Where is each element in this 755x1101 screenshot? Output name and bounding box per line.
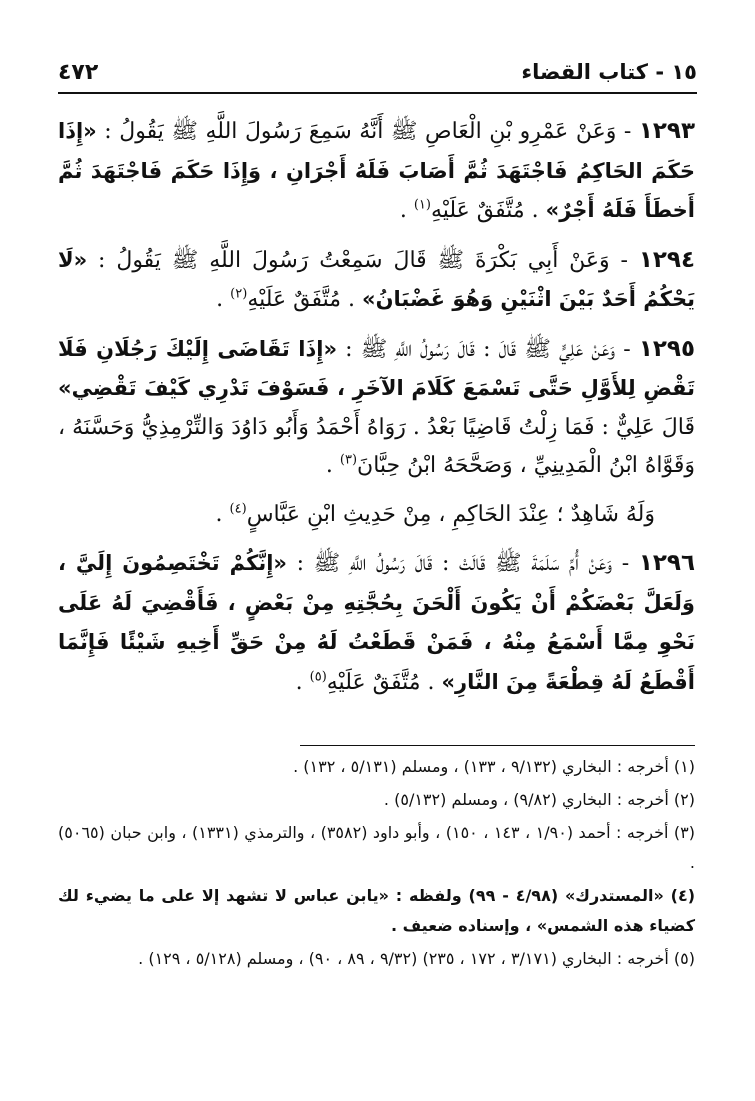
hadith-text: «إِذَا تَقَاضَى إِلَيْكَ رَجُلَانِ فَلَا تَقْضِ لِلأَوَّلِ حَتَّى تَسْمَعَ كَلَامَ الآخَرِ ، فَسَوْفَ تَدْرِي كَيْفَ تَقْضِي» [58, 336, 695, 400]
hadith-source: . مُتَّفَقٌ عَلَيْهِ [326, 669, 442, 695]
footnote-2: (٢) أخرجه : البخاري (٩/٨٢) ، ومسلم (٥/١٣٢) . [383, 790, 695, 809]
hadith-intro: - وَعَنْ عَلِيٍّ ﷺ قَالَ : قَالَ رَسُولُ اللَّهِ ﷺ : [337, 336, 639, 362]
footnote-ref: (٤) [229, 501, 247, 517]
footnote-ref: (٢) [230, 286, 248, 302]
hadith-intro: - وَعَنْ أَبِي بَكْرَةَ ﷺ قَالَ سَمِعْتُ رَسُولَ اللَّهِ ﷺ يَقُولُ : [87, 247, 639, 273]
hadith-intro: - وَعَنْ أُمِّ سَلَمَةَ ﷺ قَالَتْ : قَالَ رَسُولُ اللَّهِ ﷺ : [286, 551, 639, 576]
hadith-end: . [216, 287, 231, 312]
page-header [58, 58, 697, 94]
hadith-source: . مُتَّفَقٌ عَلَيْهِ [247, 287, 363, 312]
hadith-end: . [399, 198, 414, 223]
footnote-ref: (٥) [309, 669, 327, 685]
footnote-3: (٣) أخرجه : أحمد (١/٩٠ ، ١٤٣ ، ١٥٠) ، وأبو داود (٣٥٨٢) ، والترمذي (١٣٣١) ، وابن حبان (٥٠٦٥) . [58, 823, 696, 872]
chapter-title: ١٥ - كتاب القضاء [521, 60, 697, 84]
hadith-1295 [58, 330, 695, 486]
hadith-intro: - وَعَنْ عَمْرِو بْنِ الْعَاصِ ﷺ أَنَّهُ سَمِعَ رَسُولَ اللَّهِ ﷺ يَقُولُ : [96, 119, 639, 144]
witness-text: وَلَهُ شَاهِدٌ ؛ عِنْدَ الحَاكِمِ ، مِنْ حَدِيثِ ابْنِ عَبَّاسٍ [246, 501, 655, 527]
footnote-divider [300, 745, 695, 746]
hadith-1294 [58, 241, 695, 320]
footnotes [58, 752, 695, 977]
hadith-number: ١٢٩٣ [638, 118, 695, 144]
hadith-text: «إِنَّكُمْ تَخْتَصِمُونَ إِلَيَّ ، وَلَعَلَّ بَعْضَكُمْ أَنْ يَكُونَ أَلْحَنَ بِحُجَّتِهِ مِنْ بَعْضٍ ، فَأَقْضِيَ لَهُ عَلَى نَحْوِ مِمَّا أَسْمَعُ مِنْهُ ، فَمَنْ قَطَعْتُ لَهُ مِنْ حَقِّ أَخِيهِ شَيْئًا فَإِنَّمَا أَقْطَعُ لَهُ قِطْعَةً مِنَ النَّارِ» [58, 551, 695, 694]
footnote-5: (٥) أخرجه : البخاري (٣/١٧١ ، ١٧٢ ، ٢٣٥) (٩/٣٢ ، ٨٩ ، ٩٠) ، ومسلم (٥/١٢٨ ، ١٢٩) . [138, 949, 695, 968]
witness-end: . [215, 501, 230, 527]
hadith-end: . [325, 453, 340, 478]
footnote-ref: (٣) [339, 452, 358, 468]
hadith-end: . [295, 669, 310, 695]
footnote-4: (٤) «المستدرك» (٤/٩٨ - ٩٩) ولفظه : «يابن عباس لا تشهد إلا على ما يضيء لك كضياء هذه الشمس» ، وإسناده ضعيف . [58, 886, 696, 935]
hadith-text: «إِذَا حَكَمَ الحَاكِمُ فَاجْتَهَدَ ثُمَّ أَصَابَ فَلَهُ أَجْرَانِ ، وَإِذَا حَكَمَ فَاجْتَهَدَ ثُمَّ أَخطَأَ فَلَهُ أَجْرٌ» [58, 119, 695, 222]
footnote-ref: (١) [413, 197, 431, 213]
hadith-number: ١٢٩٥ [638, 335, 695, 362]
hadith-1293 [58, 112, 695, 231]
hadith-number: ١٢٩٦ [638, 550, 695, 576]
hadith-number: ١٢٩٤ [638, 246, 695, 273]
hadith-source: . مُتَّفَقٌ عَلَيْهِ [430, 198, 546, 223]
hadith-source: قَالَ عَلِيٌّ : فَمَا زِلْتُ قَاضِيًا بَعْدُ . رَوَاهُ أَحْمَدُ وَأَبُو دَاوُدَ وَالتِّرْمِذِيُّ وَحَسَّنَهُ ، وَقَوَّاهُ ابْنُ الْمَدِينِيِّ ، وَصَحَّحَهُ ابْنُ حِبَّانَ [58, 414, 695, 478]
hadith-1296 [58, 544, 695, 702]
page-number: ٤٧٢ [58, 60, 99, 85]
hadith-text: «لَا يَحْكُمُ أَحَدٌ بَيْنَ اثْنَيْنِ وَهُوَ غَضْبَانُ» [58, 247, 695, 311]
main-text [58, 112, 695, 702]
footnote-1: (١) أخرجه : البخاري (٩/١٣٢ ، ١٣٣) ، ومسلم (٥/١٣١ ، ١٣٢) . [293, 757, 695, 776]
witness-note [58, 496, 695, 535]
